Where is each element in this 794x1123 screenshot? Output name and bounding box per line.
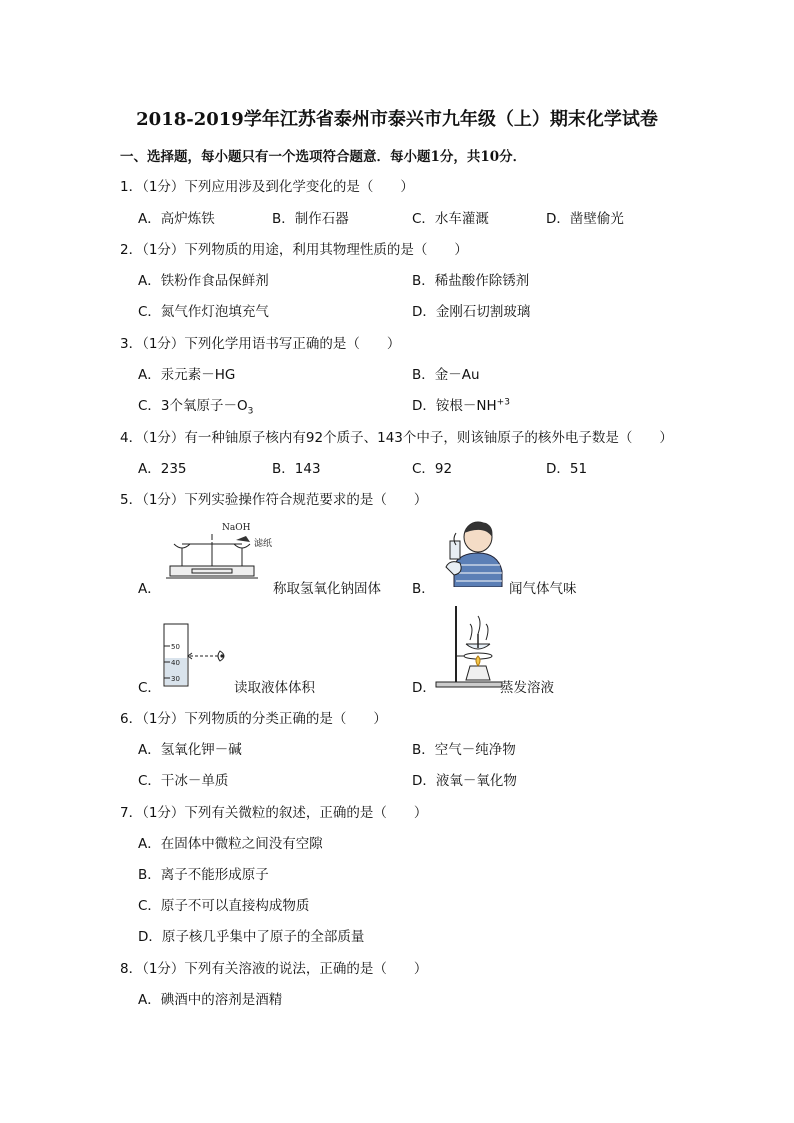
question-8-stem: 8．（1分）下列有关溶液的说法，正确的是（ ）	[120, 961, 428, 977]
balance-naoh-label: NaOH	[222, 523, 251, 533]
cylinder-tick-40: 40	[171, 659, 180, 667]
balance-figure	[162, 522, 272, 584]
question-3-option-b: B．金－Au	[412, 367, 480, 383]
question-1-stem: 1．（1分）下列应用涉及到化学变化的是（ ）	[120, 179, 414, 195]
question-1-option-c: C．水车灌溉	[412, 211, 489, 227]
question-4-option-c: C．92	[412, 461, 453, 477]
question-2-option-a: A．铁粉作食品保鲜剂	[138, 273, 269, 289]
question-3-stem: 3．（1分）下列化学用语书写正确的是（ ）	[120, 336, 401, 352]
question-3-option-d	[412, 394, 510, 414]
question-4-option-a: A．235	[138, 461, 187, 477]
page-title: 2018-2019学年江苏省泰州市泰兴市九年级（上）期末化学试卷	[136, 109, 658, 130]
question-6-option-a: A．氢氧化钾－碱	[138, 742, 242, 758]
question-3-option-d-superscript: +3	[496, 397, 510, 408]
graduated-cylinder-figure	[162, 622, 234, 690]
question-2-option-b: B．稀盐酸作除锈剂	[412, 273, 530, 289]
question-5-option-d-letter: D．	[412, 680, 436, 696]
question-1-option-a: A．高炉炼铁	[138, 211, 215, 227]
balance-filter-paper-label: 滤纸	[254, 539, 272, 549]
question-5-stem: 5．（1分）下列实验操作符合规范要求的是（ ）	[120, 492, 428, 508]
question-3-option-c-subscript: 3	[247, 406, 254, 417]
question-3-option-a: A．汞元素－HG	[138, 367, 236, 383]
question-6-option-b: B．空气－纯净物	[412, 742, 516, 758]
question-2-stem: 2．（1分）下列物质的用途，利用其物理性质的是（ ）	[120, 242, 468, 258]
cylinder-tick-30: 30	[171, 675, 180, 683]
question-5-option-b-letter: B．	[412, 581, 435, 597]
question-7-option-d: D．原子核几乎集中了原子的全部质量	[138, 929, 365, 945]
question-8-option-a: A．碘酒中的溶剂是酒精	[138, 992, 283, 1008]
evaporation-figure	[430, 604, 504, 690]
section-heading: 一、选择题，每小题只有一个选项符合题意．每小题1分，共10分．	[120, 149, 527, 165]
question-5-option-c-caption: 读取液体体积	[234, 680, 315, 696]
question-2-option-c: C．氮气作灯泡填充气	[138, 304, 269, 320]
cylinder-tick-50: 50	[171, 643, 180, 651]
question-7-stem: 7．（1分）下列有关微粒的叙述，正确的是（ ）	[120, 805, 428, 821]
question-5-option-d-caption: 蒸发溶液	[500, 680, 554, 696]
question-4-option-d: D．51	[546, 461, 588, 477]
question-6-stem: 6．（1分）下列物质的分类正确的是（ ）	[120, 711, 387, 727]
question-6-option-c: C．干冰－单质	[138, 773, 229, 789]
question-7-option-a: A．在固体中微粒之间没有空隙	[138, 836, 323, 852]
question-5-option-a-letter: A．	[138, 581, 161, 597]
question-2-option-d: D．金刚石切割玻璃	[412, 304, 531, 320]
question-7-option-c: C．原子不可以直接构成物质	[138, 898, 310, 914]
question-6-option-d: D．液氧－氧化物	[412, 773, 517, 789]
question-1-option-d: D．凿壁偷光	[546, 211, 624, 227]
question-1-option-b: B．制作石器	[272, 211, 349, 227]
question-5-option-b-caption: 闻气体气味	[509, 581, 577, 597]
question-4-stem: 4．（1分）有一种铀原子核内有92个质子、143个中子，则该铀原子的核外电子数是（ ）	[120, 430, 673, 446]
question-5-option-a-caption: 称取氢氧化钠固体	[273, 581, 381, 597]
question-3-option-d-text: D．铵根－NH	[412, 398, 497, 414]
question-3-option-c-text: C．3个氧原子－O	[138, 398, 248, 414]
question-5-option-c-letter: C．	[138, 680, 161, 696]
question-7-option-b: B．离子不能形成原子	[138, 867, 269, 883]
smelling-gas-figure	[440, 515, 508, 587]
question-3-option-c	[138, 394, 253, 417]
question-4-option-b: B．143	[272, 461, 321, 477]
